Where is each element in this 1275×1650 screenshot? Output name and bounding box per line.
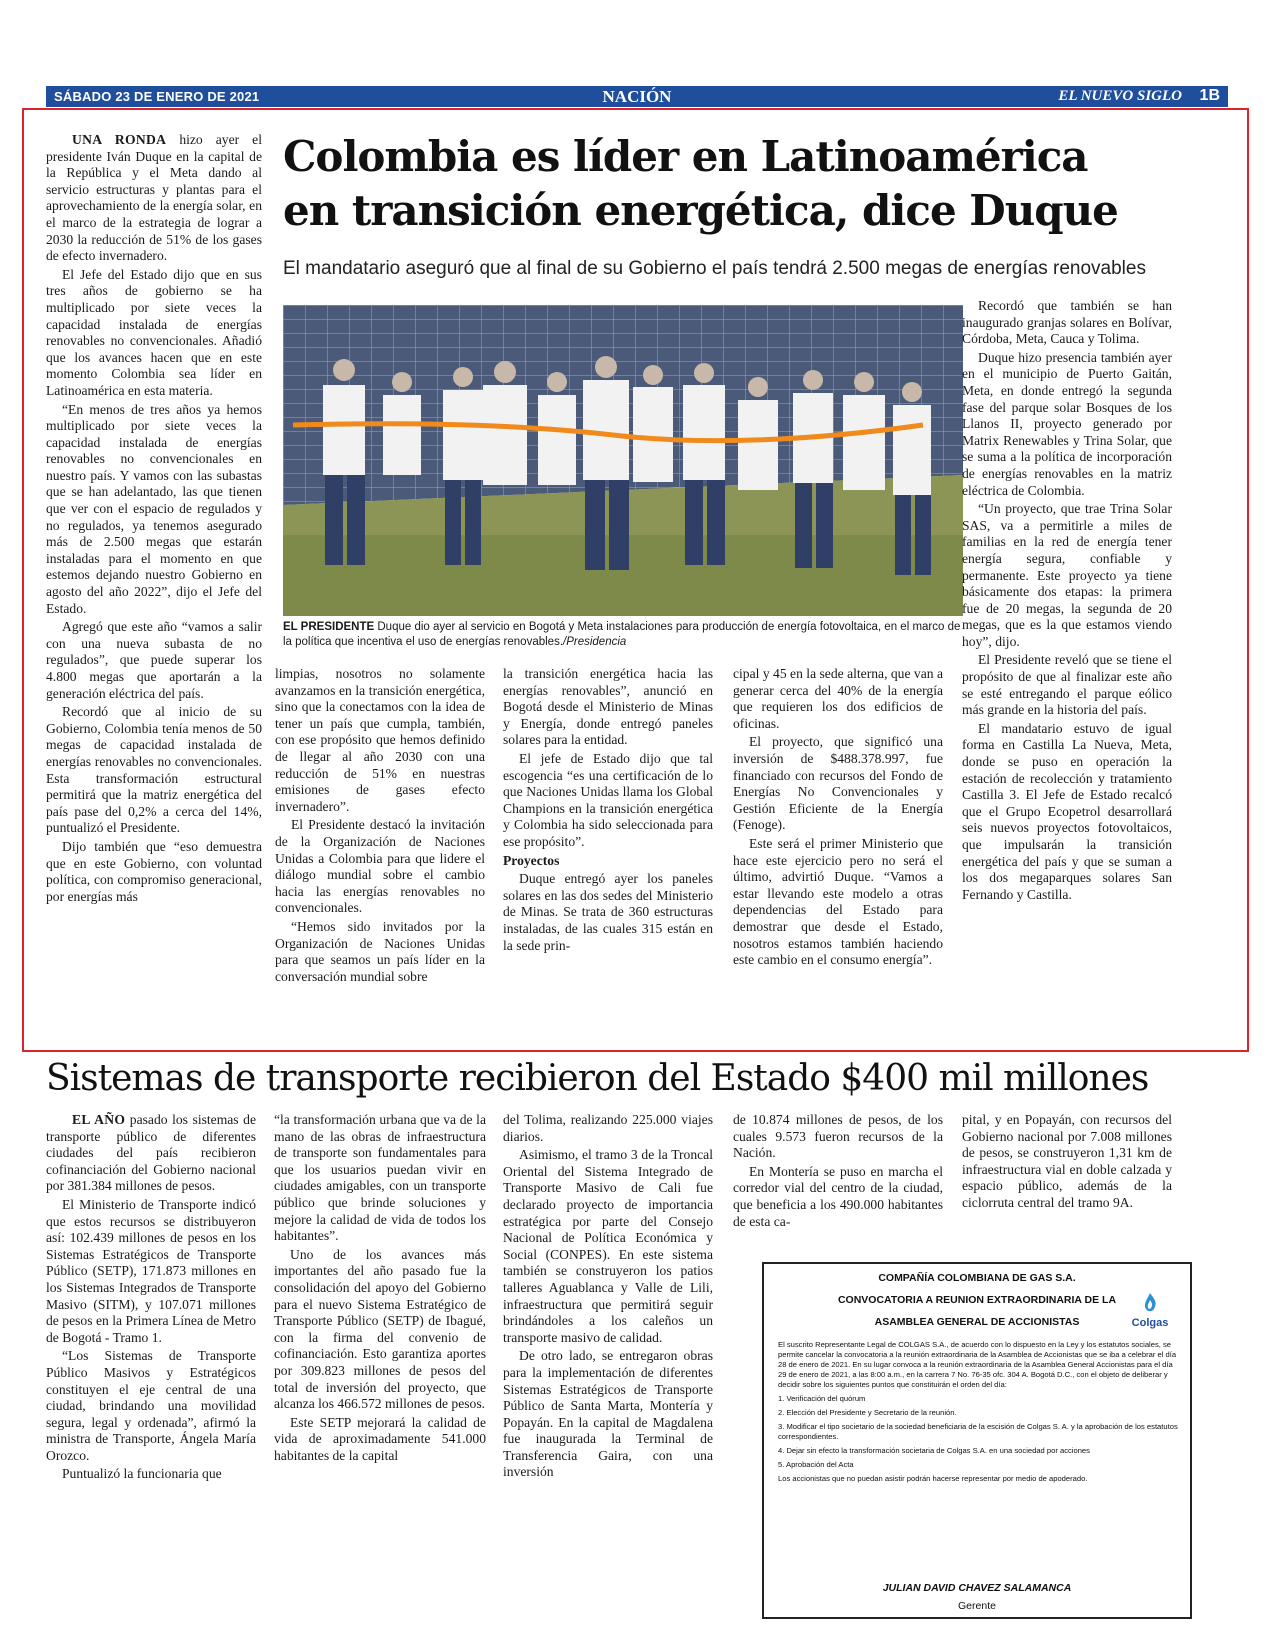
solar-ribbon-cutting-image: [283, 305, 963, 616]
ad-item-5: 5. Aprobación del Acta: [778, 1460, 854, 1469]
article2-headline: Sistemas de transporte recibieron del Estado $400 mil millones: [46, 1058, 1149, 1099]
subheading: Proyectos: [503, 852, 560, 868]
article2-column-2: “la transformación urbana que va de la mano de las obras de infraestructura de transporte son fundamentales para que los usuarios puedan vivir en ciudades amigables, con un transporte público que brinde soluciones y mejore la calidad de vida de todos los habitantes”. Uno de los avances más importantes del año pasado fue la consolidación del apoyo del Gobierno para el nuevo Sistema Estratégico de Transporte Público (SETP) de Ibagué, con la firma del convenio de cofinanciación. Esto garantiza aportes por 309.823 millones de pesos del total de inversión del proyecto, que alcanza los 466.572 millones de pesos. Este SETP mejorará la calidad de vida de aproximadamente 541.000 habitantes de la capital: [274, 1112, 486, 1463]
issue-date: SÁBADO 23 DE ENERO DE 2021: [54, 89, 260, 104]
article1-column-1: UNA RONDA hizo ayer el presidente Iván Duque en la capital de la República y el Meta dando al servicio estructuras y plantas para el aprovechamiento de la energía solar, en el marco de la estrategia de lograr a 2030 la reducción de 51% de los gases de efecto invernadero. El Jefe del Estado dijo que en sus tres años de gobierno se ha multiplicado por siete veces la capacidad instalada de energías renovables no convencionales. Añadió que los avances hacen que en este momento Colombia sea líder en Latinoamérica en esta materia. “En menos de tres años ya hemos multiplicado por siete veces la capacidad instalada de energías renovables no convencionales en nuestro país. Y vamos con las subastas que se han adelantado, las que tienen que ver con el espacio de regulados y no regulados, ya tenemos asegurado más de 2.500 megas que estarán instaladas para el momento en que estemos dejando nuestro Gobierno en agosto del año 2022”, dijo el Jefe del Estado. Agregó que este año “vamos a salir con una nueva subasta de no regulados”, que puede superar los 4.800 megas que aportarán a la generación eléctrica del país. Recordó que al inicio de su Gobierno, Colombia tenía menos de 50 megas de capacidad instalada de energías renovables no convencionales. Esta transformación estructural permitirá que la matriz energética del país pase del 0,2% a cerca del 14%, puntualizó el Presidente. Dijo también que “eso demuestra que en este Gobierno, con voluntad política, con compromiso generacional, por energías más: [46, 132, 262, 904]
ad-item-1: 1. Verificación del quórum: [778, 1394, 866, 1403]
article2-column-4: de 10.874 millones de pesos, de los cuales 9.573 fueron recursos de la Nación. En Montería se puso en marcha el corredor vial del centro de la ciudad, que beneficia a los 490.000 habitantes de esta ca-: [733, 1112, 943, 1229]
page-number: 1B: [1199, 87, 1220, 104]
ad-company: COMPAÑÍA COLOMBIANA DE GAS S.A.: [878, 1272, 1076, 1284]
ad-signer: JULIAN DAVID CHAVEZ SALAMANCA: [882, 1582, 1072, 1594]
ad-item-3: 3. Modificar el tipo societario de la sociedad beneficiaria de la escisión de Colgas S. A. y la aprobación de los estatutos correspondientes.: [778, 1422, 1178, 1441]
article1-column-2: limpias, nosotros no solamente avanzamos en la transición energética, sino que la conectamos con la idea de tener un país que cumpla, también, con ese propósito que hemos definido de llegar al año 2030 con una reducción de 51% en nuestras emisiones de gases efecto invernadero”. El Presidente destacó la invitación de la Organización de Naciones Unidas a Colombia para que lidere el diálogo mundial sobre el cambio hacia las energías renovables no convencionales. “Hemos sido invitados por la Organización de Naciones Unidas para que seamos un país líder en la conversación mundial sobre: [275, 666, 485, 984]
article1-column-3: la transición energética hacia las energías renovables”, anunció en Bogotá desde el Ministerio de Minas y Energía, donde entregó paneles solares para la entidad. El jefe de Estado dijo que tal escogencia “es una certificación de lo que Naciones Unidas llama los Global Champions en la transición energética y Colombia ha sido seleccionada para ese propósito”. Proyectos Duque entregó ayer los paneles solares en las dos sedes del Ministerio de Minas. Se trata de 360 estructuras instaladas, de las cuales 315 están en la sede prin-: [503, 666, 713, 953]
ad-intro: El suscrito Representante Legal de COLGAS S.A., de acuerdo con lo dispuesto en la Ley y los estatutos sociales, se permite cancelar la convocatoria a la reunión extraordinaria de la Asamblea de Accionistas que se iba a celebrar el día 28 de enero de 2021. En su lugar convoca a la reunión extraordinaria de la Asamblea General Accionistas para el día 29 de enero de 2021, a las 8:00 a.m., en la carrera 7 No. 76-35 ofc. 304 A. Bogotá D.C., con el objeto de deliberar y decidir sobre los siguientes puntos que constituirán el orden del día:: [778, 1340, 1177, 1389]
photo-caption: EL PRESIDENTE Duque dio ayer al servicio en Bogotá y Meta instalaciones para producción de energía fotovoltaica, en el marco de la política que incentiva el uso de energías renovables./Presidencia: [283, 621, 961, 648]
article-photo: [283, 305, 963, 616]
newspaper-name: EL NUEVO SIGLO: [1058, 88, 1182, 104]
ad-signer-role: Gerente: [958, 1600, 996, 1612]
article1-column-5: Recordó que también se han inaugurado granjas solares en Bolívar, Córdoba, Meta, Cauca y Tolima. Duque hizo presencia también ayer en el municipio de Puerto Gaitán, Meta, en donde entregó la segunda fase del parque solar Bosques de los Llanos II, proyecto generado por Matrix Renewables y Trina Solar, que se suma a la política de incorporación de energías renovables en la matriz eléctrica de Colombia. “Un proyecto, que trae Trina Solar SAS, va a permitirle a miles de familias en la red de energía tener energía segura, confiable y permanente. Este proyecto ya tiene básicamente dos etapas: la primera fue de 20 megas, la segunda de 20 megas, que es la que estamos viendo hoy”, dijo. El Presidente reveló que se tiene el propósito de que al finalizar este año se esté entregando el parque eólico más grande en la historia del país. El mandatario estuvo de igual forma en Castilla La Nueva, Meta, donde se puso en operación la estación de recolección y tratamiento Castilla 3. El Jefe de Estado recalcó que el Grupo Ecopetrol desarrollará seis nuevos proyectos fotovoltaicos, que impulsarán la transición energética del país y que se suman a los dos megaparques solares San Fernando y Castilla.: [962, 298, 1172, 902]
ad-note: Los accionistas que no puedan asistir podrán hacerse representar por medio de apoderado.: [778, 1474, 1088, 1483]
article2-column-3: del Tolima, realizando 225.000 viajes diarios. Asimismo, el tramo 3 de la Troncal Oriental del Sistema Integrado de Transporte Masivo de Cali fue declarado proyecto de importancia estratégica por parte del Consejo Nacional de Política Económica y Social (CONPES). En este sistema también se construyeron los patios talleres Aguablanca y Valle de Lili, infraestructura que permitirá seguir brindándoles a los caleños un transporte masivo de calidad. De otro lado, se entregaron obras para la implementación de diferentes Sistemas Estratégicos de Transporte Público de Santa Marta, Montería y Popayán. En la capital de Magdalena fue inaugurada la Terminal de Transferencia Gaira, con una inversión: [503, 1112, 713, 1480]
article-headline: Colombia es líder en Latinoamérica en transición energética, dice Duque: [283, 132, 1118, 235]
article1-column-4: cipal y 45 en la sede alterna, que van a generar cerca del 40% de la energía que requieren los dos edificios de oficinas. El proyecto, que significó una inversión de $488.378.997, fue financiado con recursos del Fondo de Energías No Convencionales y Gestión Eficiente de la Energía (Fenoge). Este será el primer Ministerio que hace este ejercicio pero no será el último, advirtió Duque. “Vamos a estar llevando este modelo a otras dependencias del Estado para demostrar que desde el Estado, nosotros estamos también haciendo este cambio en el consumo energía”.: [733, 666, 943, 968]
flame-icon: [1138, 1292, 1162, 1312]
ad-title-line1: CONVOCATORIA A REUNION EXTRAORDINARIA DE LA: [837, 1294, 1117, 1306]
ad-item-4: 4. Dejar sin efecto la transformación societaria de Colgas S.A. en una sociedad por acciones: [778, 1446, 1090, 1455]
article2-column-5: pital, y en Popayán, con recursos del Gobierno nacional por 7.008 millones de pesos, se construyeron 1,31 km de infraestructura vial en doble calzada y espacio público, además de la ciclorruta central del tramo 9A.: [962, 1112, 1172, 1210]
ad-title-line2: ASAMBLEA GENERAL DE ACCIONISTAS: [874, 1316, 1080, 1328]
page-header-bar: [46, 86, 1228, 107]
article2-column-1: EL AÑO pasado los sistemas de transporte público de diferentes ciudades del país recibieron cofinanciación del Gobierno nacional por 381.384 millones de pesos. El Ministerio de Transporte indicó que estos recursos se distribuyeron así: 102.439 millones de pesos en los Sistemas Estratégicos de Transporte Público (SETP), 171.873 millones en los Sistemas Integrados de Transporte Masivo (SITM), y 107.071 millones de pesos en la Primera Línea de Metro de Bogotá - Tramo 1. “Los Sistemas de Transporte Público Masivos y Estratégicos constituyen el eje central de una ciudad, brindando una movilidad segura, legal y ordenada”, afirmó la ministra de Transporte, Ángela María Orozco. Puntualizó la funcionaria que: [46, 1112, 256, 1482]
ad-item-2: 2. Elección del Presidente y Secretario de la reunión.: [778, 1408, 957, 1417]
ad-body: [778, 1340, 1178, 1488]
colgas-logo: Colgas: [1124, 1292, 1176, 1329]
article-deck: El mandatario aseguró que al final de su Gobierno el país tendrá 2.500 megas de energías renovables: [283, 258, 1146, 279]
section-name: NACIÓN: [602, 87, 672, 106]
legal-notice-ad: [762, 1262, 1192, 1619]
